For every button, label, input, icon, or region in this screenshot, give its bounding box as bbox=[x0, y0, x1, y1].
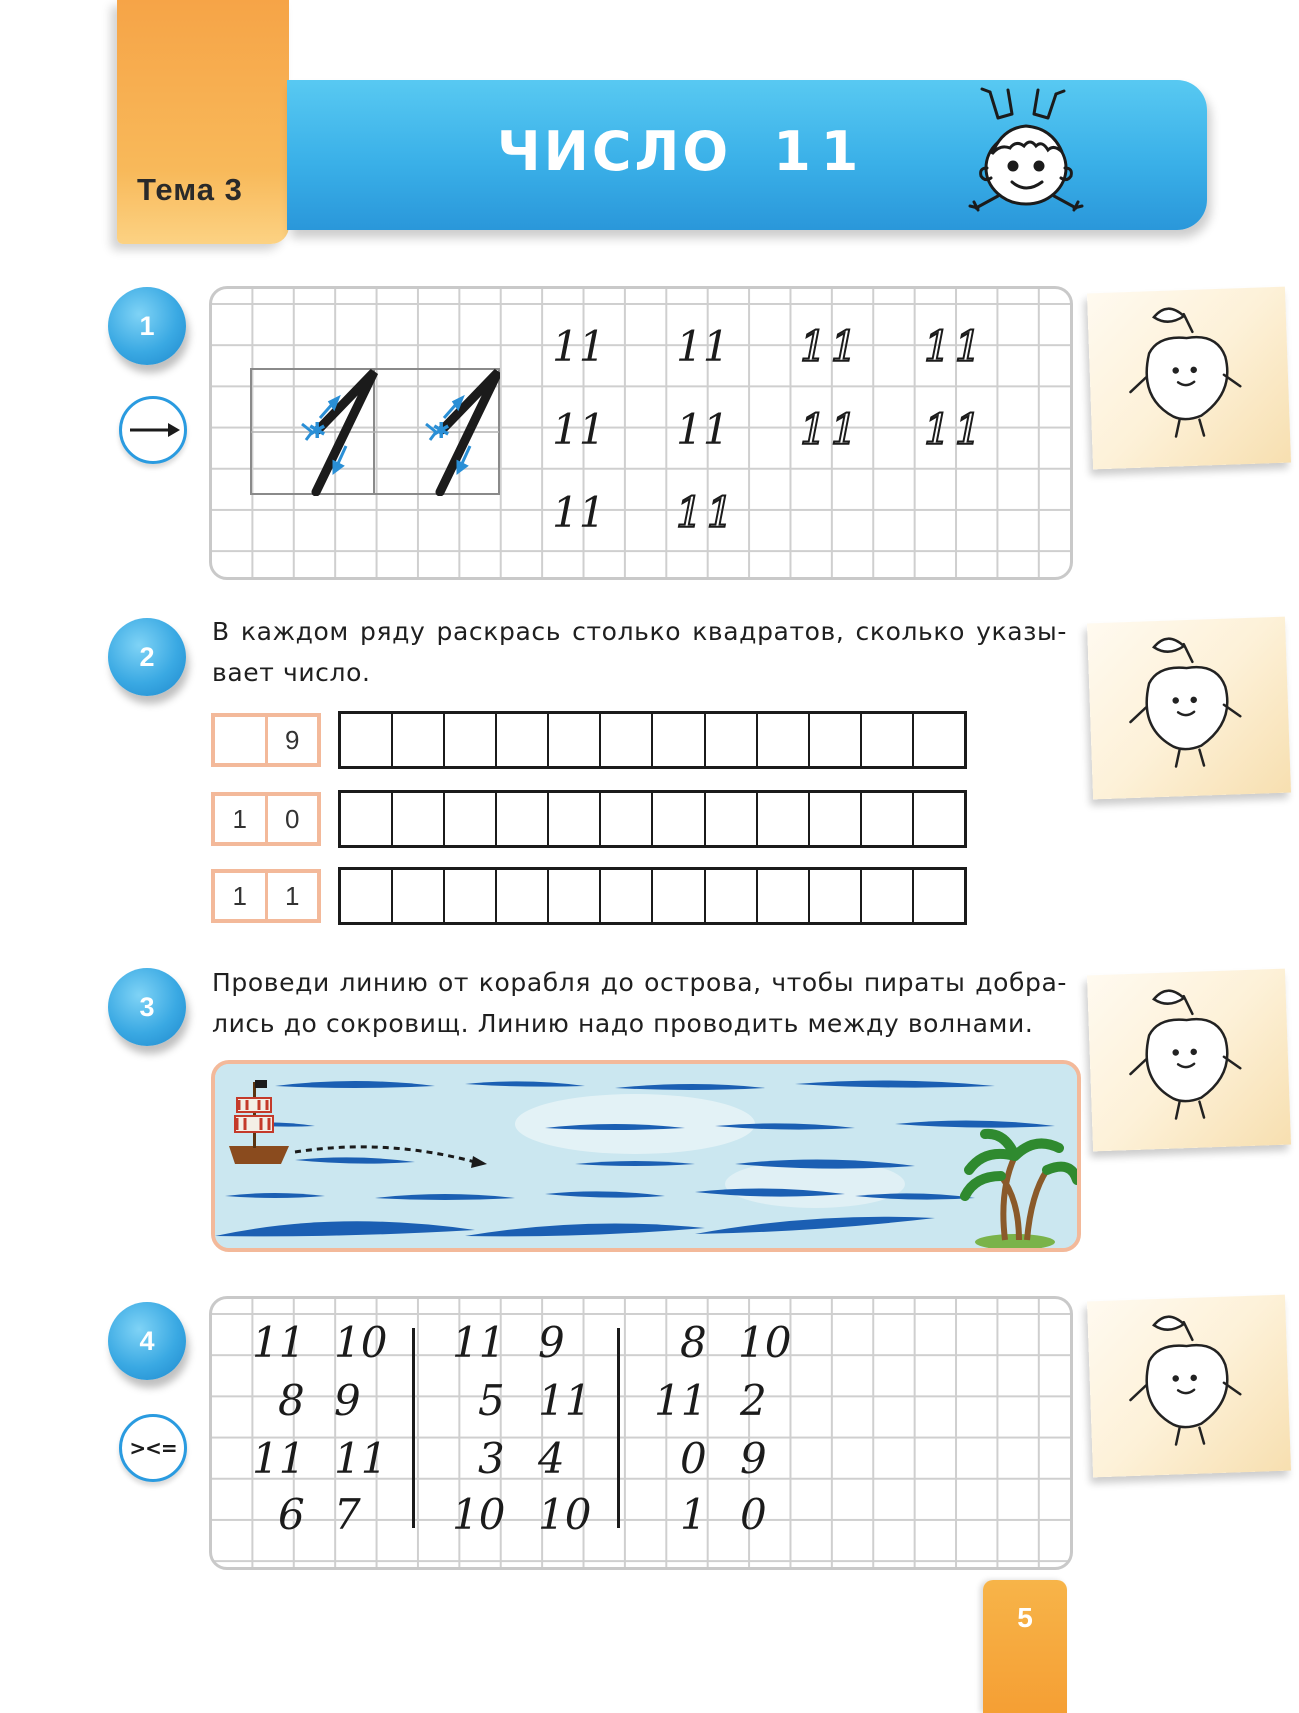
sea-waves-illustration bbox=[215, 1064, 1077, 1248]
color-square[interactable] bbox=[862, 870, 914, 922]
compare-right-c1r1: 10 bbox=[334, 1318, 388, 1367]
task-number-4: 4 bbox=[108, 1302, 186, 1380]
color-square[interactable] bbox=[706, 793, 758, 845]
page-number: 5 bbox=[1017, 1602, 1033, 1633]
task-3-instruction: Проведи линию от корабля до острова, чтобы пираты добра-лись до сокровищ. Линию надо проводить между волнами. bbox=[212, 968, 1067, 1038]
color-square[interactable] bbox=[393, 870, 445, 922]
number-box-11 bbox=[211, 869, 321, 923]
apple-character-icon bbox=[1087, 969, 1291, 1152]
color-square[interactable] bbox=[341, 793, 393, 845]
compare-right-c1r2: 9 bbox=[334, 1376, 361, 1425]
compare-right-c1r3: 11 bbox=[334, 1434, 388, 1483]
sticky-note-2 bbox=[1087, 617, 1291, 800]
apple-character-icon bbox=[1087, 617, 1291, 800]
compare-left-c1r1: 11 bbox=[252, 1318, 306, 1367]
color-square[interactable] bbox=[549, 793, 601, 845]
color-square[interactable] bbox=[341, 714, 393, 766]
color-square[interactable] bbox=[445, 714, 497, 766]
color-square[interactable] bbox=[653, 870, 705, 922]
compare-signs-icon: ><= bbox=[129, 1436, 177, 1460]
compare-right-c2r4: 10 bbox=[538, 1490, 592, 1539]
practice-11-r1c3-dotted: 11 bbox=[800, 322, 862, 371]
color-square[interactable] bbox=[601, 793, 653, 845]
compare-left-c3r3: 0 bbox=[680, 1434, 707, 1483]
svg-text:✱: ✱ bbox=[432, 419, 451, 444]
practice-11-r2c4-dotted: 11 bbox=[924, 405, 986, 454]
color-square[interactable] bbox=[653, 793, 705, 845]
digit-model-frame bbox=[250, 368, 500, 496]
compare-right-c2r3: 4 bbox=[538, 1434, 565, 1483]
color-square[interactable] bbox=[341, 870, 393, 922]
units-digit: 9 bbox=[285, 724, 300, 755]
color-squares-row-1 bbox=[338, 711, 967, 769]
color-square[interactable] bbox=[914, 870, 964, 922]
compare-left-c1r4: 6 bbox=[278, 1490, 305, 1539]
task-number-2: 2 bbox=[108, 618, 186, 696]
task-4-hint bbox=[119, 1414, 187, 1482]
number-box-10 bbox=[211, 792, 321, 846]
color-square[interactable] bbox=[914, 793, 964, 845]
column-divider bbox=[617, 1328, 620, 1528]
practice-11-r2c2: 11 bbox=[676, 405, 730, 454]
task-number-1: 1 bbox=[108, 287, 186, 365]
tens-digit: 1 bbox=[215, 873, 268, 919]
title-number: 11 bbox=[773, 120, 869, 183]
topic-label: Тема 3 bbox=[137, 172, 243, 207]
color-square[interactable] bbox=[706, 870, 758, 922]
practice-11-r2c1: 11 bbox=[552, 405, 606, 454]
color-square[interactable] bbox=[497, 870, 549, 922]
task-number-3: 3 bbox=[108, 968, 186, 1046]
title-word: ЧИСЛО bbox=[497, 120, 732, 183]
sticky-note-1 bbox=[1087, 287, 1291, 470]
practice-11-r1c1: 11 bbox=[552, 322, 606, 371]
apple-character-icon bbox=[1087, 1295, 1291, 1478]
compare-right-c3r2: 2 bbox=[740, 1376, 767, 1425]
practice-11-r2c3-dotted: 11 bbox=[800, 405, 862, 454]
apple-character-icon bbox=[1087, 287, 1291, 470]
compare-left-c1r2: 8 bbox=[278, 1376, 305, 1425]
compare-right-c1r4: 7 bbox=[334, 1490, 361, 1539]
color-squares-row-2 bbox=[338, 790, 967, 848]
svg-text:✱: ✱ bbox=[308, 419, 327, 444]
sticky-note-4 bbox=[1087, 1295, 1291, 1478]
color-square[interactable] bbox=[758, 870, 810, 922]
page-title bbox=[497, 120, 868, 183]
compare-left-c2r2: 5 bbox=[478, 1376, 505, 1425]
units-digit: 1 bbox=[285, 880, 300, 911]
color-square[interactable] bbox=[758, 714, 810, 766]
color-square[interactable] bbox=[810, 793, 862, 845]
color-square[interactable] bbox=[393, 714, 445, 766]
compare-left-c2r4: 10 bbox=[452, 1490, 506, 1539]
arrow-right-icon bbox=[122, 399, 184, 461]
color-square[interactable] bbox=[497, 714, 549, 766]
color-square[interactable] bbox=[810, 714, 862, 766]
color-squares-row-3 bbox=[338, 867, 967, 925]
compare-right-c3r4: 0 bbox=[740, 1490, 767, 1539]
column-divider bbox=[412, 1328, 415, 1528]
sea-maze[interactable] bbox=[211, 1060, 1081, 1252]
compare-left-c2r3: 3 bbox=[478, 1434, 505, 1483]
color-square[interactable] bbox=[653, 714, 705, 766]
compare-left-c3r1: 8 bbox=[680, 1318, 707, 1367]
units-digit: 0 bbox=[285, 803, 300, 834]
practice-11-r3c1: 11 bbox=[552, 488, 606, 537]
compare-left-c3r4: 1 bbox=[680, 1490, 707, 1539]
color-square[interactable] bbox=[549, 714, 601, 766]
sticky-note-3 bbox=[1087, 969, 1291, 1152]
compare-left-c3r2: 11 bbox=[654, 1376, 708, 1425]
compare-right-c3r3: 9 bbox=[740, 1434, 767, 1483]
practice-11-r1c2: 11 bbox=[676, 322, 730, 371]
number-box-9 bbox=[211, 713, 321, 767]
practice-11-r3c2-dotted: 11 bbox=[676, 488, 738, 537]
task-1-hint bbox=[119, 396, 187, 464]
compare-right-c2r1: 9 bbox=[538, 1318, 565, 1367]
page-number-tab bbox=[983, 1580, 1067, 1713]
boy-mascot-icon bbox=[968, 84, 1088, 229]
color-square[interactable] bbox=[445, 793, 497, 845]
practice-11-r1c4-dotted: 11 bbox=[924, 322, 986, 371]
topic-tab bbox=[117, 0, 289, 244]
color-square[interactable] bbox=[706, 714, 758, 766]
color-square[interactable] bbox=[601, 870, 653, 922]
color-square[interactable] bbox=[445, 870, 497, 922]
compare-left-c1r3: 11 bbox=[252, 1434, 306, 1483]
color-square[interactable] bbox=[601, 714, 653, 766]
compare-right-c2r2: 11 bbox=[538, 1376, 592, 1425]
color-square[interactable] bbox=[862, 793, 914, 845]
color-square[interactable] bbox=[810, 870, 862, 922]
color-square[interactable] bbox=[914, 714, 964, 766]
color-square[interactable] bbox=[393, 793, 445, 845]
color-square[interactable] bbox=[862, 714, 914, 766]
color-square[interactable] bbox=[497, 793, 549, 845]
color-square[interactable] bbox=[549, 870, 601, 922]
compare-left-c2r1: 11 bbox=[452, 1318, 506, 1367]
tens-digit: 1 bbox=[215, 796, 268, 842]
compare-right-c3r1: 10 bbox=[738, 1318, 792, 1367]
task-2-instruction: В каждом ряду раскрась столько квадратов, сколько указы-вает число. bbox=[212, 617, 1067, 687]
color-square[interactable] bbox=[758, 793, 810, 845]
tens-digit bbox=[215, 717, 268, 763]
